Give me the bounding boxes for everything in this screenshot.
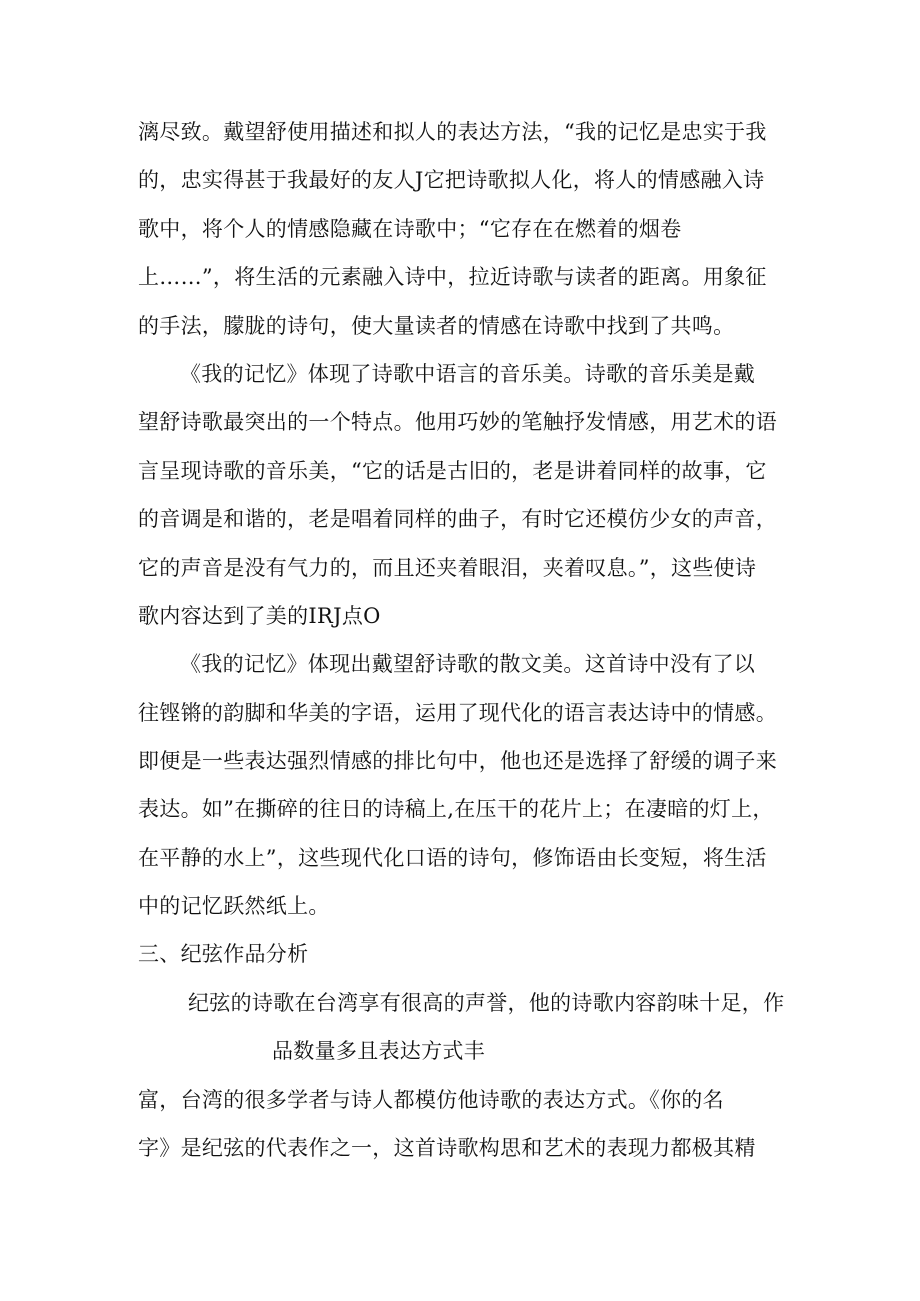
text-line: 漓尽致。戴望舒使用描述和拟人的表达方法，“我的记忆是忠实于我 [138,120,767,144]
text-line: 中的记忆跃然纸上。 [138,894,330,918]
text-line: 它的声音是没有气力的，而且还夹着眼泪，夹着叹息。”，这些使诗 [138,556,757,580]
paragraph-first-line: 纪弦的诗歌在台湾享有很高的声誉，他的诗歌内容韵味十足，作 [188,991,785,1015]
paragraph-first-line: 《我的记忆》体现了诗歌中语言的音乐美。诗歌的音乐美是戴 [180,362,756,386]
text-line: 表达。如”在撕碎的往日的诗稿上,在压干的花片上；在凄暗的灯上， [138,797,774,821]
text-line: 即便是一些表达强烈情感的排比句中，他也还是选择了舒缓的调子来 [138,749,777,773]
text-line: 望舒诗歌最突出的一个特点。他用巧妙的笔触抒发情感，用艺术的语 [138,410,777,434]
text-line: 的音调是和谐的，老是唱着同样的曲子，有时它还模仿少女的声音， [138,507,777,531]
text-line: 的手法，朦胧的诗句，使大量读者的情感在诗歌中找到了共鸣。 [138,314,735,338]
section-heading: 三、纪弦作品分析 [138,942,309,966]
text-line: 歌中，将个人的情感隐藏在诗歌中；“它存在在燃着的烟卷 [138,217,682,241]
text-line: 言呈现诗歌的音乐美，“它的话是古旧的，老是讲着同样的故事，它 [138,459,767,483]
text-line: 上……”，将生活的元素融入诗中，拉近诗歌与读者的距离。用象征 [138,265,767,289]
text-line: 在平静的水上”，这些现代化口语的诗句，修饰语由长变短，将生活 [138,846,767,870]
text-line: 歌内容达到了美的IRJ点O [138,604,381,628]
text-line: 字》是纪弦的代表作之一，这首诗歌构思和艺术的表现力都极其精 [138,1136,756,1160]
text-line: 品数量多且表达方式丰 [272,1039,485,1063]
text-line: 富，台湾的很多学者与诗人都模仿他诗歌的表达方式。《你的名 [138,1088,724,1112]
text-line: 的，忠实得甚于我最好的友人J它把诗歌拟人化，将人的情感融入诗 [138,168,765,192]
text-line: 往铿锵的韵脚和华美的字语，运用了现代化的语言表达诗中的情感。 [138,701,777,725]
paragraph-first-line: 《我的记忆》体现出戴望舒诗歌的散文美。这首诗中没有了以 [180,652,756,676]
